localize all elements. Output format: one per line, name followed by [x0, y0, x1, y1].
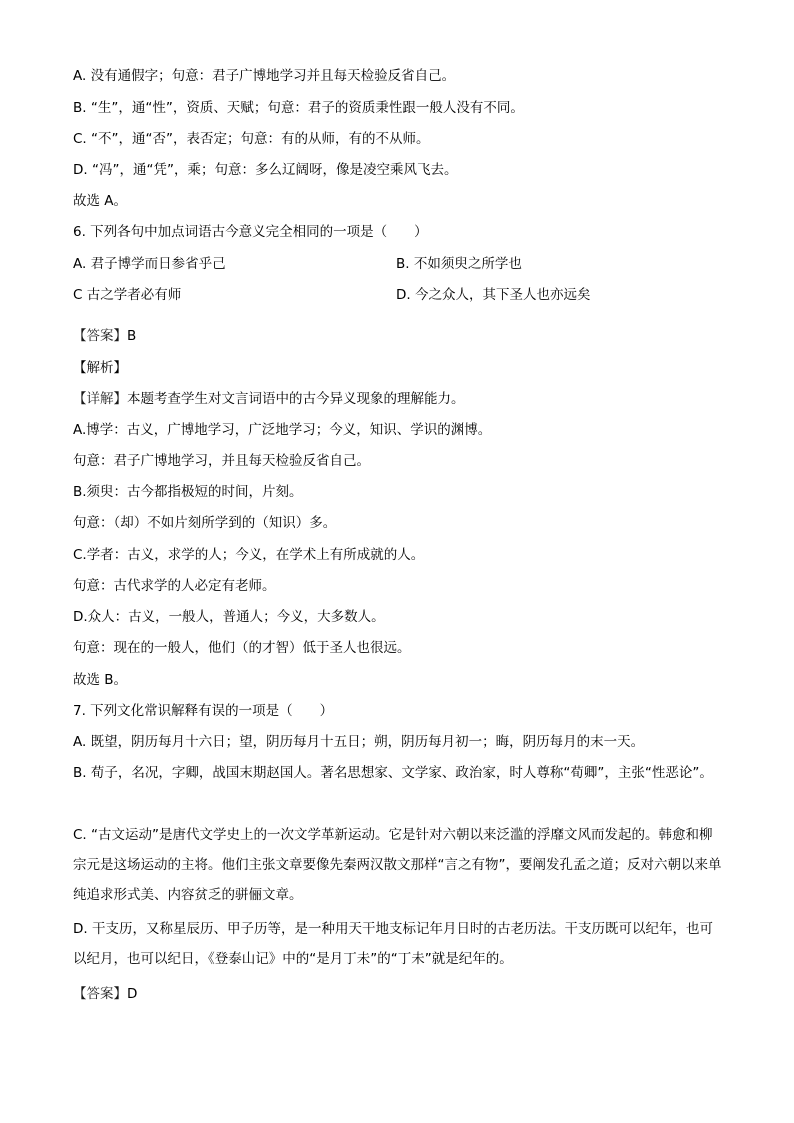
- q6-options-row-1: [73, 255, 723, 273]
- q7-option-b: B. 荀子，名况，字卿，战国末期赵国人。著名思想家、文学家、政治家，时人尊称“荀卿”，主张“性恶论”。: [73, 765, 713, 781]
- q6-detail-label: 【详解】: [73, 391, 127, 407]
- q7-answer-label: 【答案】: [73, 986, 127, 1002]
- q6-b-explanation: B.须臾：古今都指极短的时间，片刻。: [73, 484, 303, 500]
- q7-stem: 7. 下列文化常识解释有误的一项是（ ）: [73, 703, 334, 719]
- q6-option-a: A. 君子博学而日参省乎己: [73, 256, 226, 272]
- q7-answer-value: D: [127, 986, 138, 1002]
- q6-stem: 6. 下列各句中加点词语古今意义完全相同的一项是（ ）: [73, 224, 428, 240]
- q6-options-row-2: [73, 286, 723, 304]
- q6-a-sentence: 句意：君子广博地学习，并且每天检验反省自己。: [73, 453, 370, 469]
- q6-analysis-label: 【解析】: [73, 360, 127, 376]
- q6-option-c: C 古之学者必有师: [73, 287, 182, 303]
- q6-b-sentence: 句意：（却）不如片刻所学到的（知识）多。: [73, 515, 337, 531]
- q5-conclusion: 故选 A。: [73, 193, 128, 209]
- q7-option-c: C. “古文运动”是唐代文学史上的一次文学革新运动。它是针对六朝以来泛滥的浮靡文风而发起的。韩愈和柳宗元是这场运动的主将。他们主张文章要像先秦两汉散文那样“言之有物”，要阐发孔孟之道；反对六朝以来单纯追求形式美、内容贫乏的骈俪文章。: [73, 827, 722, 903]
- q5-option-d-explanation: D. “冯”，通“凭”，乘；句意：多么辽阔呀，像是凌空乘风飞去。: [73, 162, 458, 178]
- q6-answer-label: 【答案】: [73, 328, 127, 344]
- q6-detail: [73, 390, 465, 408]
- q6-option-d: D. 今之众人，其下圣人也亦远矣: [396, 287, 591, 303]
- q6-detail-intro: 本题考查学生对文言词语中的古今异义现象的理解能力。: [127, 391, 465, 407]
- q5-option-a-explanation: A. 没有通假字；句意：君子广博地学习并且每天检验反省自己。: [73, 68, 456, 84]
- q6-c-explanation: C.学者：古义，求学的人；今义，在学术上有所成就的人。: [73, 547, 425, 563]
- q6-d-sentence: 句意：现在的一般人，他们（的才智）低于圣人也很远。: [73, 640, 411, 656]
- q6-a-explanation: A.博学：古义，广博地学习，广泛地学习；今义，知识、学识的渊博。: [73, 422, 492, 438]
- q6-answer-value: B: [127, 328, 137, 344]
- q6-option-b: B. 不如须臾之所学也: [396, 256, 522, 272]
- q7-option-d: D. 干支历，又称星辰历、甲子历等，是一种用天干地支标记年月日时的古老历法。干支历既可以纪年，也可以纪月，也可以纪日，《登泰山记》中的“是月丁未”的“丁未”就是纪年的。: [73, 921, 713, 967]
- q7-answer: [73, 985, 137, 1003]
- q5-option-b-explanation: B. “生”，通“性”，资质、天赋；句意：君子的资质秉性跟一般人没有不同。: [73, 100, 524, 116]
- q5-option-c-explanation: C. “不”，通“否”，表否定；句意：有的从师，有的不从师。: [73, 131, 430, 147]
- q6-conclusion: 故选 B。: [73, 672, 128, 688]
- q6-d-explanation: D.众人：古义，一般人，普通人；今义，大多数人。: [73, 609, 385, 625]
- q6-c-sentence: 句意：古代求学的人必定有老师。: [73, 578, 276, 594]
- q7-option-a: A. 既望，阴历每月十六日；望，阴历每月十五日；朔，阴历每月初一；晦，阴历每月的末一天。: [73, 734, 645, 750]
- q6-answer: [73, 327, 136, 345]
